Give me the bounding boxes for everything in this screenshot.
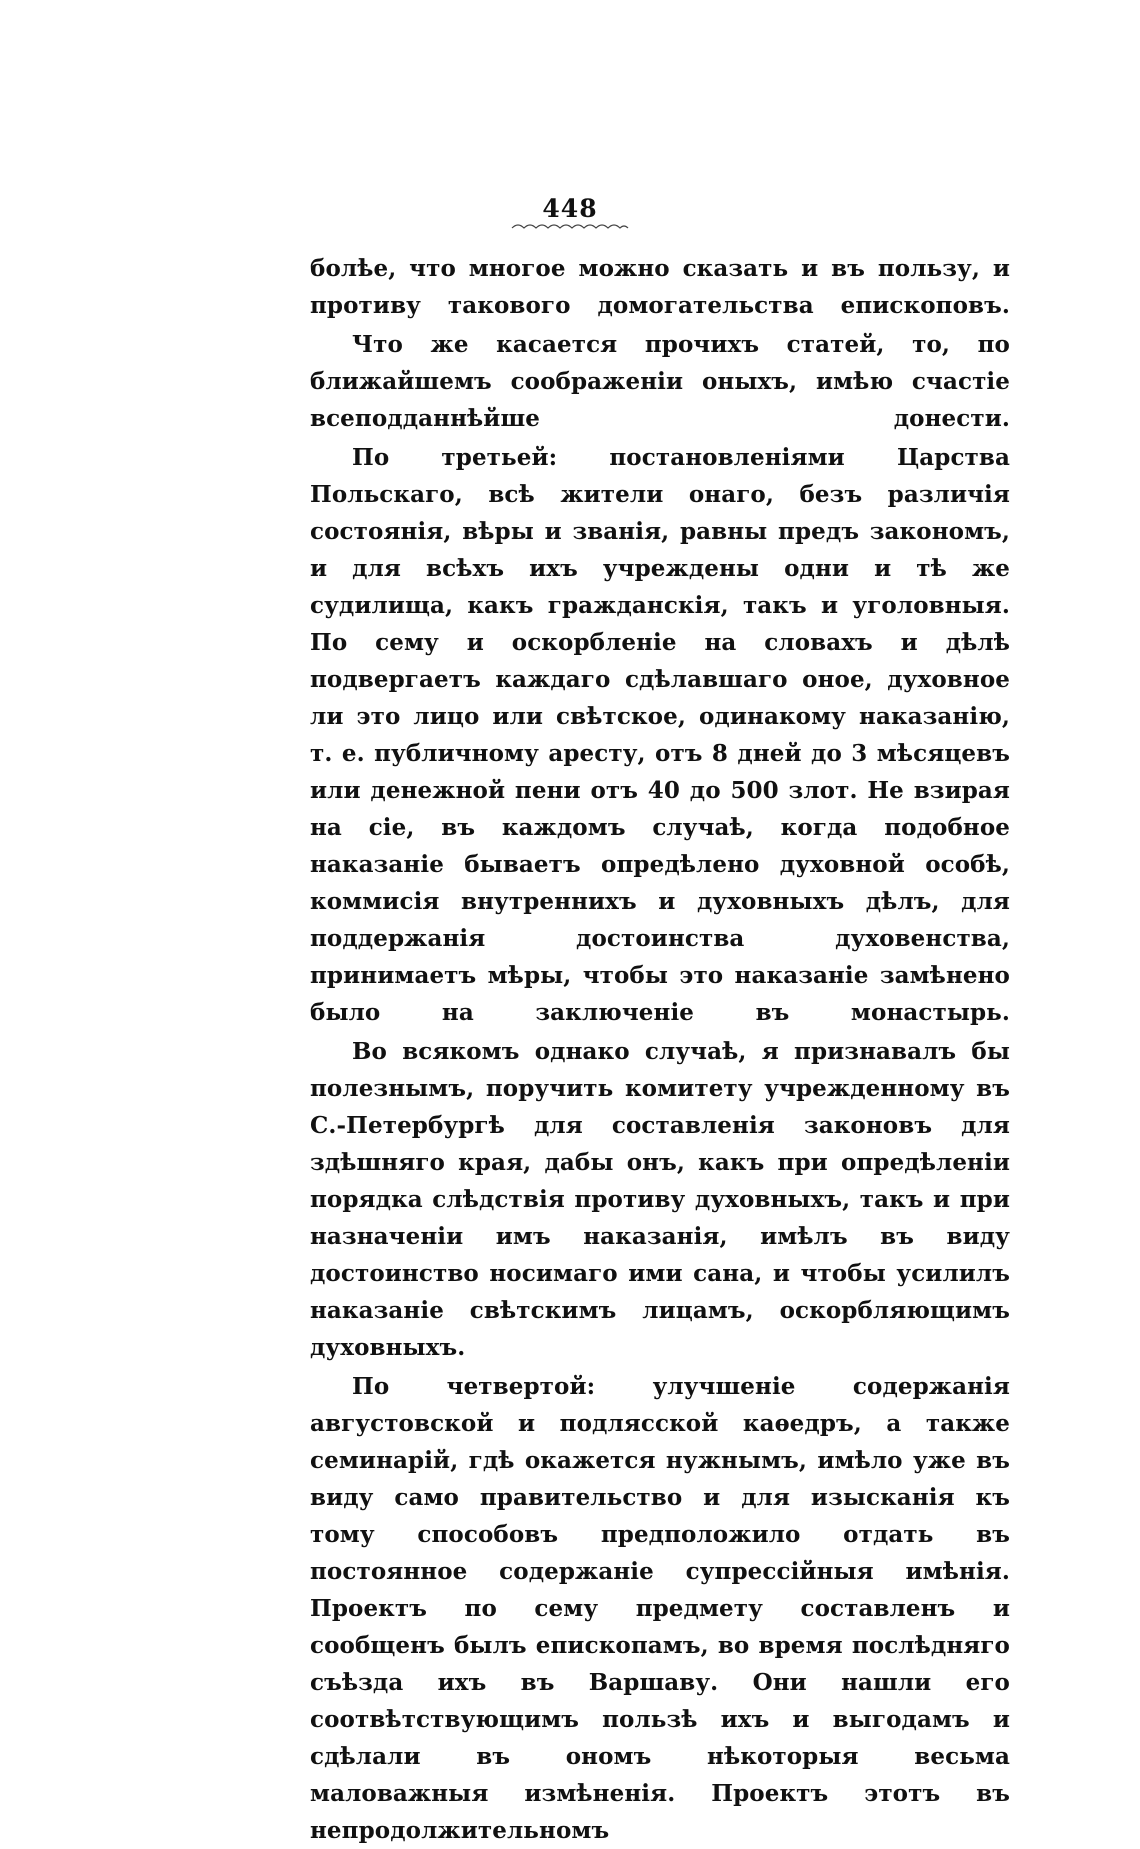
paragraph-other-articles: Что же касается прочихъ статей, то, по ближайшемъ соображеніи оныхъ, имѣю счастіе всеподданнѣйше донести. bbox=[310, 331, 1010, 432]
paragraph-third-article: По третьей: постановленіями Царства Польскаго, всѣ жители онаго, безъ различія состоянія, вѣры и званія, равны предъ закономъ, и для всѣхъ ихъ учреждены одни и тѣ же судилища, какъ гражданскія, такъ и уголовныя. По сему и оскорбленіе на словахъ и дѣлѣ подвергаетъ каждаго сдѣлавшаго оное, духовное ли это лицо или свѣтское, одинакому наказанію, т. е. публичному аресту, отъ 8 дней до 3 мѣсяцевъ или денежной пени отъ 40 до 500 злот. Не взирая на сіе, въ каждомъ случаѣ, когда подобное наказаніе бываетъ опредѣлено духовной особѣ, коммисія внутреннихъ и духовныхъ дѣлъ, для поддержанія достоинства духовенства, принимаетъ мѣры, чтобы это наказаніе замѣнено было на заключеніе въ монастырь. bbox=[310, 444, 1010, 1026]
paragraph-fourth-article: По четвертой: улучшеніе содержанія августовской и подлясской каѳедръ, а также семинарій, гдѣ окажется нужнымъ, имѣло уже въ виду само правительство и для изысканія къ тому способовъ предположило отдать въ постоянное содержаніе супрессійныя имѣнія. Проектъ по сему предмету составленъ и сообщенъ былъ епископамъ, во время послѣдняго съѣзда ихъ въ Варшаву. Они нашли его соотвѣтствующимъ пользѣ ихъ и выгодамъ и сдѣлали въ ономъ нѣкоторыя весьма маловажныя измѣненія. Проектъ этотъ въ непродолжительномъ bbox=[310, 1373, 1010, 1844]
page-number: 448 bbox=[542, 194, 598, 223]
paragraph-continuation: болѣе, что многое можно сказать и въ пользу, и противу такового домогательства епископовъ. bbox=[310, 255, 1010, 319]
body-text bbox=[310, 250, 1010, 1849]
ornament-divider-icon bbox=[510, 220, 630, 232]
paragraph-proposal: Во всякомъ однако случаѣ, я признавалъ бы полезнымъ, поручить комитету учрежденному въ С.-Петербургѣ для составленія законовъ для здѣшняго края, дабы онъ, какъ при опредѣленіи порядка слѣдствія противу духовныхъ, такъ и при назначеніи имъ наказанія, имѣлъ въ виду достоинство носимаго ими сана, и чтобы усилилъ наказаніе свѣтскимъ лицамъ, оскорбляющимъ духовныхъ. bbox=[310, 1038, 1010, 1361]
